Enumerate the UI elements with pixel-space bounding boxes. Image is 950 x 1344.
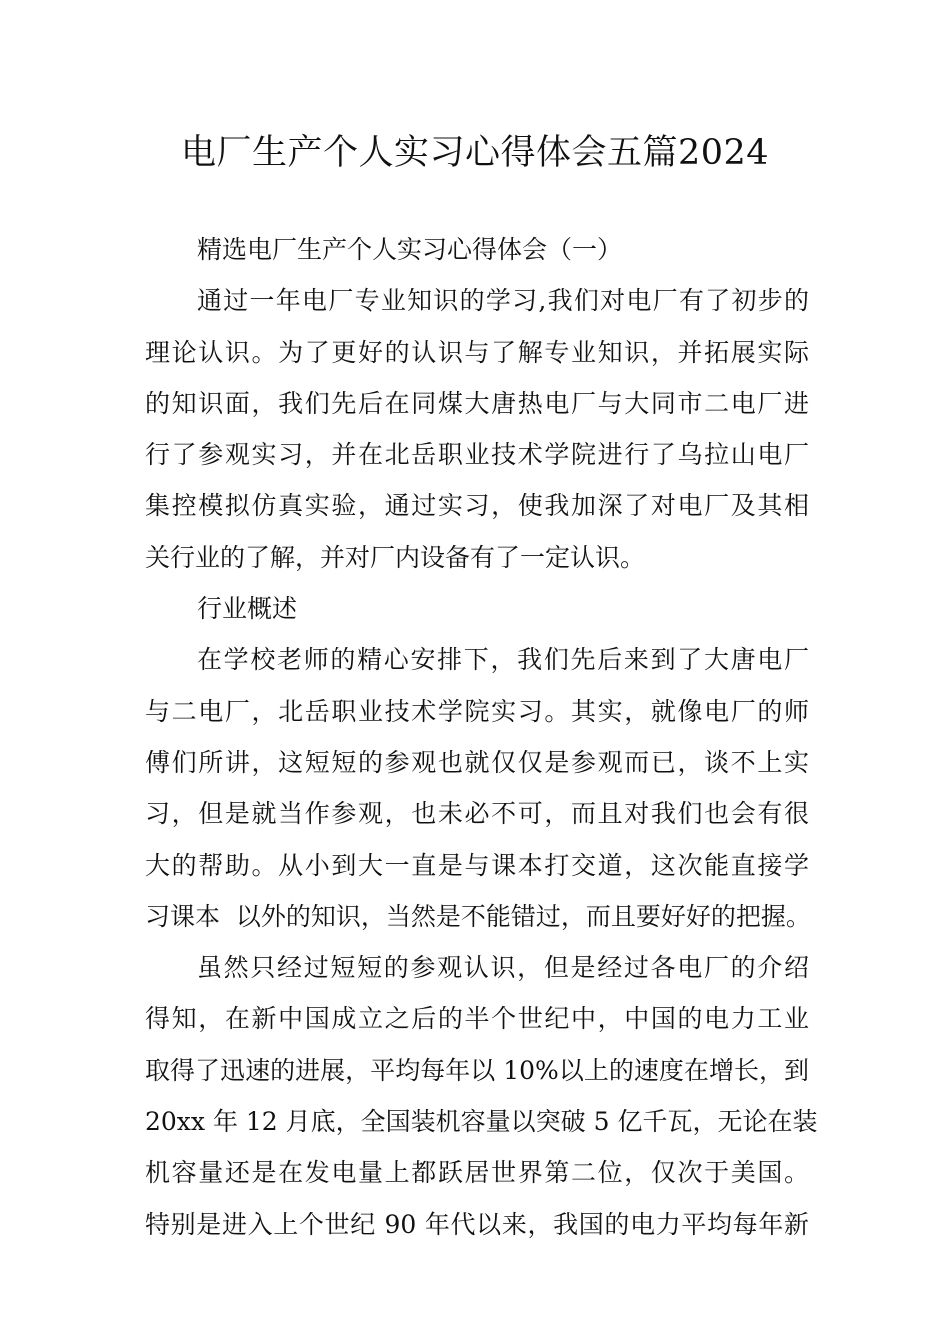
paragraph-line: 傅们所讲，这短短的参观也就仅仅是参观而已，谈不上实 xyxy=(145,747,809,777)
section-heading: 精选电厂生产个人实习心得体会（一） xyxy=(197,235,623,264)
paragraph-line: 取得了迅速的进展，平均每年以 10%以上的速度在增长，到 xyxy=(145,1055,809,1085)
paragraph-line: 习课本 以外的知识，当然是不能错过，而且要好好的把握。 xyxy=(145,901,811,931)
document-title: 电厂生产个人实习心得体会五篇2024 xyxy=(180,133,770,173)
paragraph-line: 得知，在新中国成立之后的半个世纪中，中国的电力工业 xyxy=(145,1004,809,1034)
paragraph-line: 通过一年电厂专业知识的学习,我们对电厂有了初步的 xyxy=(197,286,809,316)
paragraph-line: 理论认识。为了更好的认识与了解专业知识，并拓展实际 xyxy=(145,337,809,367)
paragraph-line: 习，但是就当作参观，也未必不可，而且对我们也会有很 xyxy=(145,799,809,829)
paragraph-line: 与二电厂，北岳职业技术学院实习。其实，就像电厂的师 xyxy=(145,696,809,726)
paragraph-line: 关行业的了解，并对厂内设备有了一定认识。 xyxy=(145,542,646,572)
paragraph-line: 特别是进入上个世纪 90 年代以来，我国的电力平均每年新 xyxy=(145,1209,809,1239)
paragraph-line: 大的帮助。从小到大一直是与课本打交道，这次能直接学 xyxy=(145,850,809,880)
paragraph-line: 机容量还是在发电量上都跃居世界第二位，仅次于美国。 xyxy=(145,1158,809,1188)
paragraph-line: 集控模拟仿真实验，通过实习，使我加深了对电厂及其相 xyxy=(145,491,809,521)
paragraph-line: 在学校老师的精心安排下，我们先后来到了大唐电厂 xyxy=(197,645,809,675)
document-body xyxy=(145,224,818,1250)
section-heading: 行业概述 xyxy=(197,594,298,624)
paragraph-line: 行了参观实习，并在北岳职业技术学院进行了乌拉山电厂 xyxy=(145,440,809,470)
paragraph-line: 虽然只经过短短的参观认识，但是经过各电厂的介绍 xyxy=(197,953,809,983)
paragraph-line: 20xx 年 12 月底，全国装机容量以突破 5 亿千瓦，无论在装 xyxy=(145,1107,818,1137)
paragraph-line: 的知识面，我们先后在同煤大唐热电厂与大同市二电厂进 xyxy=(145,388,809,418)
